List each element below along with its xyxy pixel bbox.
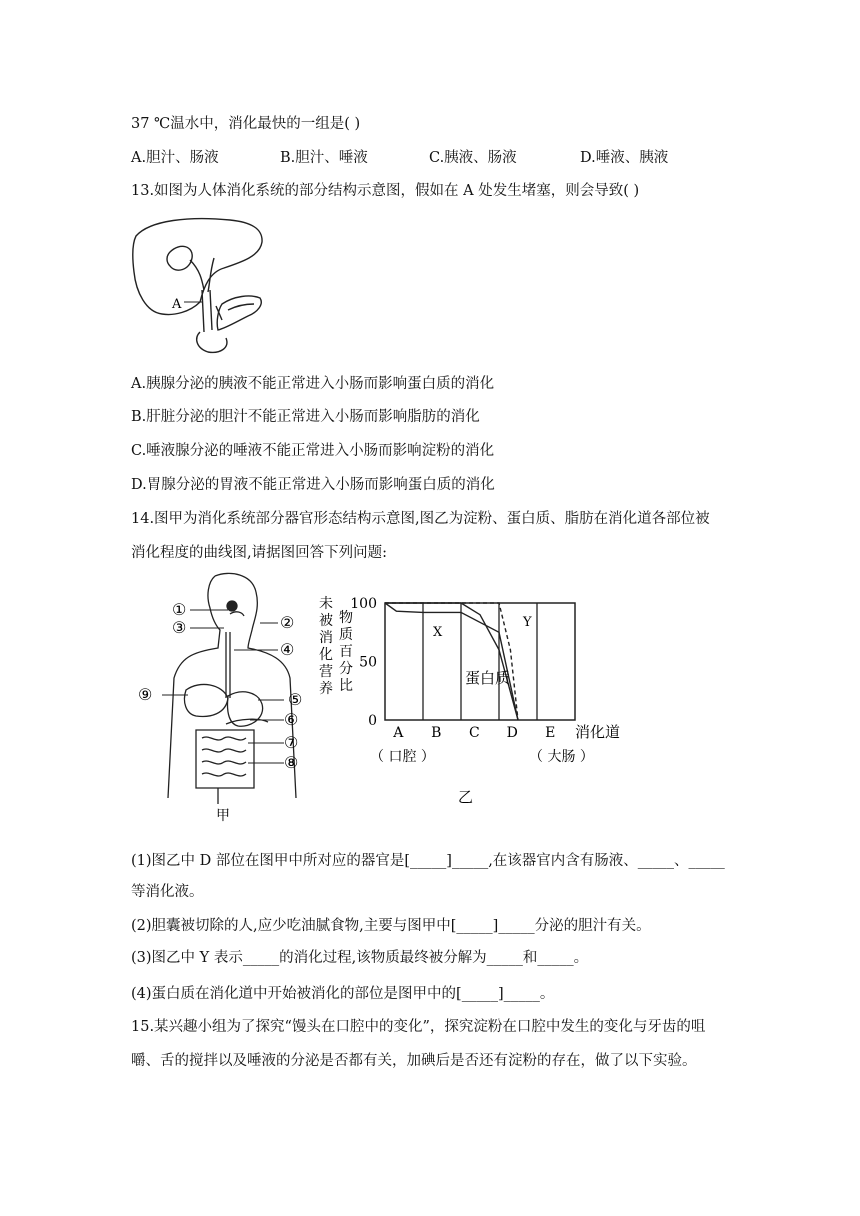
- x-tick-label: B: [431, 725, 442, 741]
- marker-4: ④: [280, 640, 295, 659]
- q15-line2: 嚼、舌的搅拌以及唾液的分泌是否都有关，加碘后是否还有淀粉的存在，做了以下实验。: [131, 1053, 697, 1069]
- q12-option-d: D.唾液、胰液: [580, 150, 669, 166]
- y-label-char: 养: [319, 681, 333, 697]
- series-line: [385, 603, 518, 720]
- y-label-char: 未: [319, 596, 333, 612]
- q14-sub1-line1: (1)图乙中 D 部位在图甲中所对应的器官是[_____]_____,在该器官内含有肠液、_____、_____: [131, 853, 725, 869]
- marker-5: ⑤: [288, 690, 303, 709]
- y-label-char: 百: [339, 644, 353, 660]
- marker-3: ③: [172, 618, 187, 637]
- marker-2: ②: [280, 613, 295, 632]
- x-axis-label: 消化道: [575, 723, 621, 741]
- y-label-char: 分: [339, 661, 353, 677]
- q12-option-c: C.胰液、肠液: [429, 150, 517, 166]
- marker-8: ⑧: [284, 753, 299, 772]
- figure-yi-caption: 乙: [458, 788, 474, 805]
- y-label-char: 被: [319, 613, 333, 629]
- figure-jia-caption: 甲: [216, 808, 230, 824]
- q14-sub2: (2)胆囊被切除的人,应少吃油腻食物,主要与图甲中[_____]_____分泌的胆汁有关。: [131, 918, 651, 934]
- marker-9: ⑨: [138, 685, 153, 704]
- region-sub-a: （ 口腔 ）: [370, 749, 435, 765]
- q13-option-a: A.胰腺分泌的胰液不能正常进入小肠而影响蛋白质的消化: [131, 376, 495, 392]
- x-tick-label: A: [393, 725, 404, 741]
- y-label-char: 比: [339, 678, 353, 694]
- q12-option-a: A.胆汁、肠液: [131, 150, 219, 166]
- y-axis-label-outer: [319, 595, 333, 697]
- q14-stem-line1: 14.图甲为消化系统部分器官形态结构示意图,图乙为淀粉、蛋白质、脂肪在消化道各部位被: [131, 511, 710, 527]
- marker-6: ⑥: [284, 710, 299, 729]
- y-tick-label: 50: [359, 654, 377, 671]
- q13-option-c: C.唾液腺分泌的唾液不能正常进入小肠而影响淀粉的消化: [131, 443, 495, 459]
- series-line: [385, 603, 518, 720]
- x-tick-label: D: [506, 725, 518, 741]
- q13-label-a: A: [172, 297, 182, 312]
- x-tick-label: C: [468, 725, 480, 741]
- y-tick-label: 0: [368, 713, 377, 729]
- q13-option-b: B.肝脏分泌的胆汁不能正常进入小肠而影响脂肪的消化: [131, 409, 480, 425]
- y-label-char: 营: [319, 664, 333, 680]
- region-sub-e: （ 大肠 ）: [529, 749, 594, 765]
- y-label-char: 质: [339, 627, 353, 643]
- q13-digestive-figure: [130, 212, 270, 357]
- curve-label-protein: 蛋白质: [465, 669, 511, 687]
- y-axis-label-inner: [339, 609, 353, 694]
- q12-option-b: B.胆汁、唾液: [280, 150, 368, 166]
- x-tick-label: E: [545, 725, 556, 741]
- curve-label-y: Y: [523, 615, 532, 630]
- marker-1: ①: [172, 600, 187, 619]
- figure-jia-digestive-system: [130, 568, 320, 830]
- q13-stem: 13.如图为人体消化系统的部分结构示意图，假如在 A 处发生堵塞，则会导致( ): [131, 183, 640, 199]
- curve-label-x: X: [433, 625, 443, 640]
- q14-sub3: (3)图乙中 Y 表示_____的消化过程,该物质最终被分解为_____和_____。: [131, 950, 589, 966]
- y-label-char: 消: [319, 630, 333, 646]
- q13-option-d: D.胃腺分泌的胃液不能正常进入小肠而影响蛋白质的消化: [131, 477, 495, 493]
- marker-7: ⑦: [284, 733, 299, 752]
- q14-sub1-line2: 等消化液。: [131, 884, 204, 900]
- y-label-char: 化: [319, 647, 333, 663]
- q14-stem-line2: 消化程度的曲线图,请据图回答下列问题:: [131, 545, 387, 561]
- q12-stem-tail: 37 ℃温水中，消化最快的一组是( ): [131, 116, 361, 132]
- y-label-char: 物: [339, 610, 353, 626]
- q14-sub4: (4)蛋白质在消化道中开始被消化的部位是图甲中的[_____]_____。: [131, 986, 555, 1002]
- chart-frame: [385, 603, 575, 720]
- figure-yi-chart: [315, 590, 635, 805]
- y-tick-label: 100: [350, 596, 377, 612]
- series-line: [385, 603, 518, 720]
- q15-line1: 15.某兴趣小组为了探究“馒头在口腔中的变化”，探究淀粉在口腔中发生的变化与牙齿的咀: [131, 1019, 706, 1035]
